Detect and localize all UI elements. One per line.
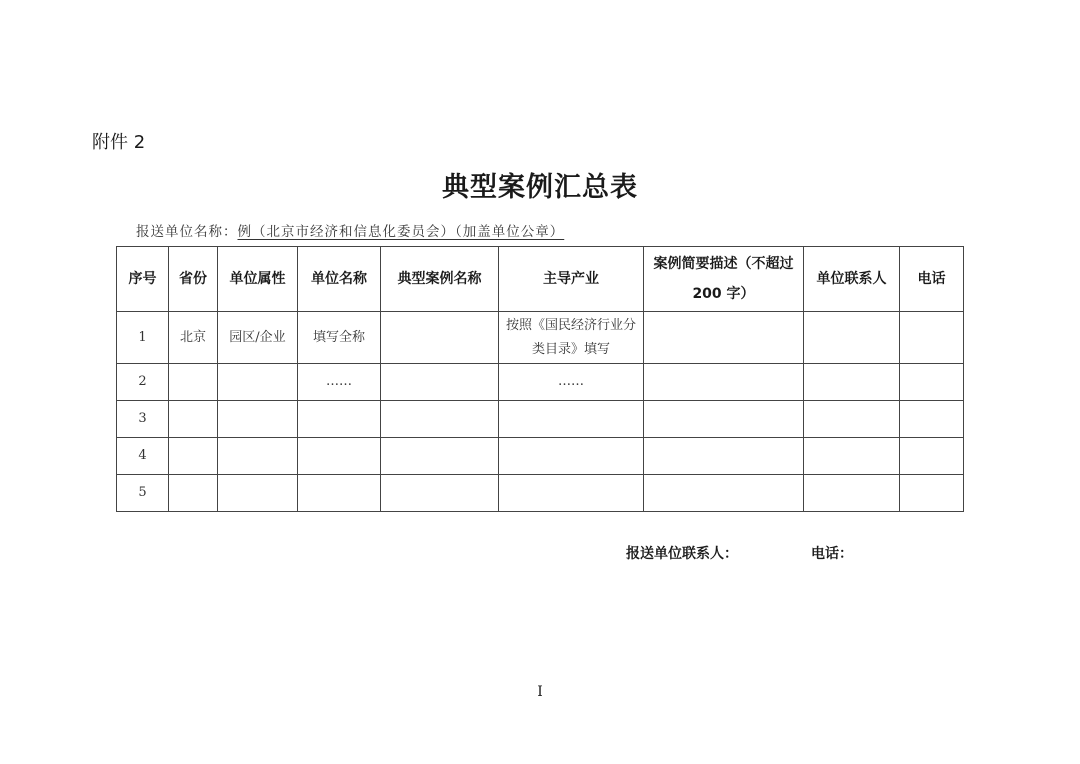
cell-industry: [499, 475, 644, 512]
cell-contact: [804, 475, 900, 512]
cell-description: [644, 312, 804, 364]
cell-industry: [499, 401, 644, 438]
table-header-row: [117, 247, 964, 312]
table-row: [117, 312, 964, 364]
page-number: I: [537, 684, 543, 700]
case-summary-table: [116, 246, 964, 512]
cell-contact: [804, 401, 900, 438]
cell-province: 北京: [169, 312, 218, 364]
cell-contact: [804, 364, 900, 401]
footer-signature: [626, 543, 853, 563]
header-contact: 单位联系人: [804, 247, 900, 312]
cell-case-name: [381, 475, 499, 512]
cell-unit-name: 填写全称: [298, 312, 381, 364]
header-description: 案例简要描述（不超过200 字）: [644, 247, 804, 312]
reporting-unit-label: 报送单位名称：: [136, 224, 238, 240]
cell-industry: [499, 438, 644, 475]
cell-index: 3: [117, 401, 169, 438]
cell-unit-name: [298, 438, 381, 475]
cell-unit-type: 园区/企业: [218, 312, 298, 364]
cell-description: [644, 364, 804, 401]
header-province: 省份: [169, 247, 218, 312]
table-row: [117, 475, 964, 512]
cell-unit-type: [218, 438, 298, 475]
table-row: [117, 438, 964, 475]
header-unit-type: 单位属性: [218, 247, 298, 312]
reporting-unit-value: 例（北京市经济和信息化委员会）（加盖单位公章）: [237, 224, 565, 240]
cell-contact: [804, 312, 900, 364]
cell-description: [644, 401, 804, 438]
cell-contact: [804, 438, 900, 475]
cell-province: [169, 475, 218, 512]
cell-case-name: [381, 364, 499, 401]
cell-phone: [900, 401, 964, 438]
cell-phone: [900, 364, 964, 401]
reporting-unit-line: [136, 220, 564, 240]
cell-industry: 按照《国民经济行业分类目录》填写: [499, 312, 644, 364]
header-phone: 电话: [900, 247, 964, 312]
cell-case-name: [381, 312, 499, 364]
document-title: 典型案例汇总表: [442, 172, 638, 203]
cell-phone: [900, 312, 964, 364]
cell-unit-name: [298, 401, 381, 438]
header-unit-name: 单位名称: [298, 247, 381, 312]
footer-phone-label: 电话：: [811, 546, 853, 562]
cell-unit-type: [218, 475, 298, 512]
cell-index: 1: [117, 312, 169, 364]
cell-industry: ……: [499, 364, 644, 401]
header-index: 序号: [117, 247, 169, 312]
cell-province: [169, 364, 218, 401]
cell-unit-type: [218, 401, 298, 438]
table-row: [117, 364, 964, 401]
table-row: [117, 401, 964, 438]
header-case-name: 典型案例名称: [381, 247, 499, 312]
cell-description: [644, 438, 804, 475]
cell-case-name: [381, 401, 499, 438]
cell-unit-type: [218, 364, 298, 401]
cell-index: 2: [117, 364, 169, 401]
cell-province: [169, 438, 218, 475]
header-industry: 主导产业: [499, 247, 644, 312]
cell-index: 4: [117, 438, 169, 475]
attachment-label: 附件 2: [92, 132, 146, 153]
cell-index: 5: [117, 475, 169, 512]
cell-unit-name: [298, 475, 381, 512]
cell-phone: [900, 475, 964, 512]
cell-phone: [900, 438, 964, 475]
cell-province: [169, 401, 218, 438]
cell-description: [644, 475, 804, 512]
cell-unit-name: ……: [298, 364, 381, 401]
footer-contact-label: 报送单位联系人：: [626, 546, 738, 562]
cell-case-name: [381, 438, 499, 475]
